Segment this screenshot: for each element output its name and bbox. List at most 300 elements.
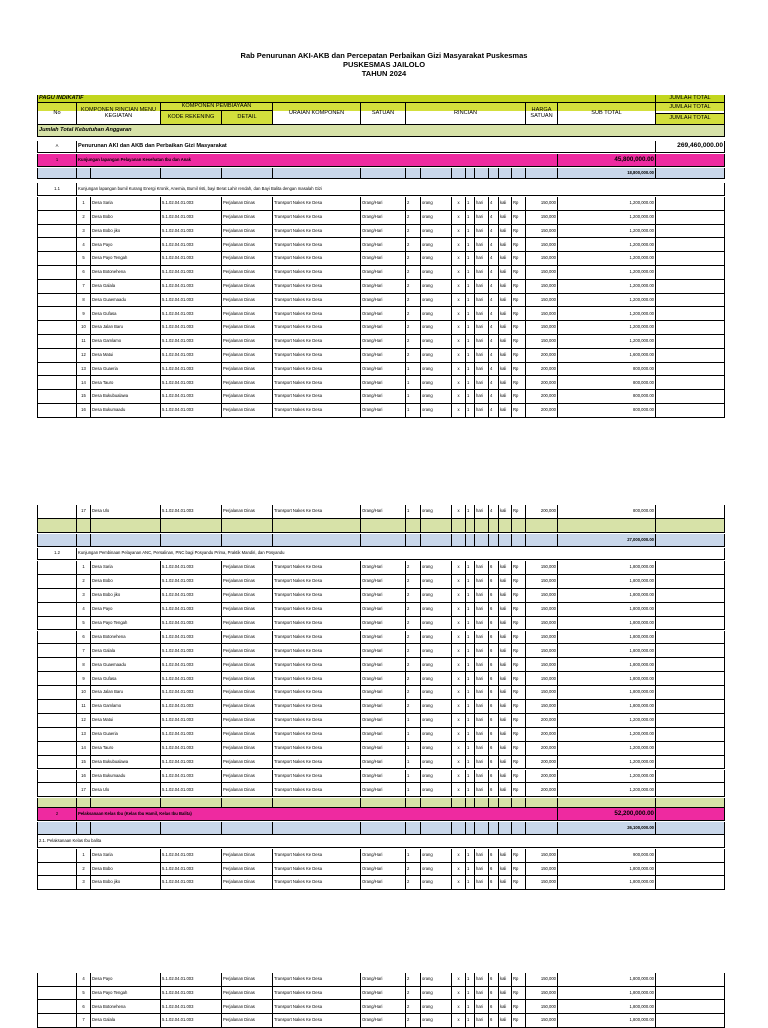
row-number: 11 xyxy=(77,335,91,349)
kali-label: kali xyxy=(499,644,512,658)
harga-satuan: 150,000 xyxy=(526,876,558,890)
hari-count: 1 xyxy=(466,617,475,631)
orang-count: 1 xyxy=(406,783,421,797)
row-number: 1 xyxy=(77,561,91,575)
sub-total: 1,800,000.00 xyxy=(558,973,656,987)
hari-label: hari xyxy=(475,714,489,728)
times-sign: x xyxy=(452,211,466,225)
hari-label: hari xyxy=(475,603,489,617)
kali-label: kali xyxy=(499,686,512,700)
harga-satuan: 150,000 xyxy=(526,617,558,631)
kode-rekening: 5.1.02.04.01.003 xyxy=(161,742,222,756)
desa-name: Desa Jalan Baru xyxy=(91,686,161,700)
hari-count: 1 xyxy=(466,644,475,658)
desa-name: Desa Guaemaadu xyxy=(91,294,161,308)
orang-count: 2 xyxy=(406,973,421,987)
hari-count: 1 xyxy=(466,973,475,987)
table-row xyxy=(37,238,725,252)
uraian-cell: Transport Nakes Ke Desa xyxy=(273,1000,361,1014)
orang-label: orang xyxy=(421,876,452,890)
blank-cell xyxy=(77,168,91,179)
jumlah-total xyxy=(656,154,725,167)
blank-cell xyxy=(421,168,452,179)
orang-label: orang xyxy=(421,575,452,589)
blank-cell xyxy=(489,534,499,547)
row-number: 5 xyxy=(77,617,91,631)
kali-label: kali xyxy=(499,225,512,239)
table-row xyxy=(37,211,725,225)
harga-satuan: 150,000 xyxy=(526,987,558,1001)
hari-label: hari xyxy=(475,349,489,363)
hari-count: 1 xyxy=(466,349,475,363)
times-sign: x xyxy=(452,987,466,1001)
hari-label: hari xyxy=(475,321,489,335)
blank-cell xyxy=(406,168,421,179)
satuan-cell: Orang/Hari xyxy=(361,700,406,714)
harga-satuan: 150,000 xyxy=(526,1000,558,1014)
kode-rekening: 5.1.02.04.01.003 xyxy=(161,603,222,617)
orang-label: orang xyxy=(421,252,452,266)
hari-label: hari xyxy=(475,742,489,756)
orang-count: 2 xyxy=(406,335,421,349)
hari-count: 1 xyxy=(466,686,475,700)
kali-label: kali xyxy=(499,575,512,589)
hari-label: hari xyxy=(475,575,489,589)
kali-label: kali xyxy=(499,238,512,252)
blank-cell xyxy=(421,798,452,808)
currency-label: Rp xyxy=(512,644,526,658)
blank-cell xyxy=(489,168,499,179)
kali-count: 6 xyxy=(489,658,499,672)
code-cell xyxy=(37,294,77,308)
detail-cell: Perjalanan Dinas xyxy=(222,686,273,700)
orang-label: orang xyxy=(421,280,452,294)
sub-total-header: SUB TOTAL xyxy=(558,103,656,125)
code-cell xyxy=(37,672,77,686)
satuan-cell: Orang/Hari xyxy=(361,987,406,1001)
satuan-cell: Orang/Hari xyxy=(361,644,406,658)
harga-satuan: 200,000 xyxy=(526,770,558,784)
harga-satuan: 150,000 xyxy=(526,280,558,294)
kali-label: kali xyxy=(499,252,512,266)
orang-count: 1 xyxy=(406,742,421,756)
jumlah-total xyxy=(656,252,725,266)
orang-label: orang xyxy=(421,631,452,645)
blank-cell xyxy=(526,534,558,547)
sub-total: 1,200,000.00 xyxy=(558,211,656,225)
harga-satuan: 200,000 xyxy=(526,783,558,797)
uraian-cell: Transport Nakes Ke Desa xyxy=(273,225,361,239)
times-sign: x xyxy=(452,714,466,728)
harga-satuan: 150,000 xyxy=(526,1014,558,1028)
orang-label: orang xyxy=(421,266,452,280)
satuan-cell: Orang/Hari xyxy=(361,294,406,308)
jumlah-total xyxy=(656,363,725,377)
row-number: 12 xyxy=(77,349,91,363)
table-row xyxy=(37,266,725,280)
table-row xyxy=(37,197,725,211)
row-number: 4 xyxy=(77,973,91,987)
kali-count: 6 xyxy=(489,631,499,645)
detail-cell: Perjalanan Dinas xyxy=(222,728,273,742)
kode-rekening: 5.1.02.04.01.003 xyxy=(161,728,222,742)
blank-cell xyxy=(452,534,466,547)
doc-year: TAHUN 2024 xyxy=(361,69,407,78)
hari-count: 1 xyxy=(466,728,475,742)
currency-label: Rp xyxy=(512,561,526,575)
desa-name: Desa Payo Tengah xyxy=(91,617,161,631)
section-a-label: Penurunan AKI dan AKB dan Perbaikan Gizi Masyarakat xyxy=(77,141,656,153)
hari-count: 1 xyxy=(466,238,475,252)
table-row xyxy=(37,658,725,672)
sub-total: 1,200,000.00 xyxy=(558,252,656,266)
kali-count: 6 xyxy=(489,589,499,603)
jumlah-total xyxy=(656,321,725,335)
section-2-total: 52,200,000.00 xyxy=(558,808,656,821)
blank-cell xyxy=(499,168,512,179)
sub-total: 1,800,000.00 xyxy=(558,589,656,603)
times-sign: x xyxy=(452,783,466,797)
row-number: 1 xyxy=(77,197,91,211)
blank-cell xyxy=(499,519,512,533)
blank-cell xyxy=(91,519,161,533)
kali-count: 6 xyxy=(489,575,499,589)
doc-title: Rab Penurunan AKI-AKB dan Percepatan Perbaikan Gizi Masyarakat Puskesmas xyxy=(240,51,528,60)
row-number: 1 xyxy=(77,849,91,863)
harga-satuan: 150,000 xyxy=(526,973,558,987)
code-cell xyxy=(37,603,77,617)
times-sign: x xyxy=(452,644,466,658)
subtotal-row-2-1 xyxy=(37,822,725,835)
jumlah-total xyxy=(656,863,725,877)
orang-count: 2 xyxy=(406,686,421,700)
hari-count: 1 xyxy=(466,266,475,280)
row-number: 4 xyxy=(77,238,91,252)
jumlah-total xyxy=(656,686,725,700)
sub-code: 1.1 xyxy=(37,183,77,196)
times-sign: x xyxy=(452,849,466,863)
orang-count: 2 xyxy=(406,307,421,321)
currency-label: Rp xyxy=(512,238,526,252)
table-row xyxy=(37,770,725,784)
uraian-cell: Transport Nakes Ke Desa xyxy=(273,349,361,363)
desa-name: Desa Bobo xyxy=(91,211,161,225)
currency-label: Rp xyxy=(512,575,526,589)
blank-cell xyxy=(656,534,725,547)
kali-count: 6 xyxy=(489,849,499,863)
orang-count: 2 xyxy=(406,238,421,252)
kali-count: 4 xyxy=(489,321,499,335)
orang-count: 2 xyxy=(406,658,421,672)
kali-label: kali xyxy=(499,266,512,280)
hari-label: hari xyxy=(475,728,489,742)
satuan-cell: Orang/Hari xyxy=(361,505,406,519)
uraian-cell: Transport Nakes Ke Desa xyxy=(273,335,361,349)
uraian-cell: Transport Nakes Ke Desa xyxy=(273,658,361,672)
row-number: 12 xyxy=(77,714,91,728)
satuan-cell: Orang/Hari xyxy=(361,561,406,575)
orang-label: orang xyxy=(421,863,452,877)
hari-label: hari xyxy=(475,280,489,294)
blank-cell xyxy=(499,534,512,547)
kode-rekening: 5.1.02.04.01.003 xyxy=(161,404,222,418)
satuan-cell: Orang/Hari xyxy=(361,973,406,987)
satuan-cell: Orang/Hari xyxy=(361,211,406,225)
sub-total: 1,200,000.00 xyxy=(558,783,656,797)
code-cell xyxy=(37,307,77,321)
kali-label: kali xyxy=(499,197,512,211)
table-row xyxy=(37,672,725,686)
times-sign: x xyxy=(452,672,466,686)
detail-cell: Perjalanan Dinas xyxy=(222,238,273,252)
detail-cell: Perjalanan Dinas xyxy=(222,973,273,987)
detail-cell: Perjalanan Dinas xyxy=(222,321,273,335)
detail-cell: Perjalanan Dinas xyxy=(222,561,273,575)
sub-total: 1,800,000.00 xyxy=(558,575,656,589)
orang-count: 2 xyxy=(406,1000,421,1014)
kali-label: kali xyxy=(499,672,512,686)
row-number: 9 xyxy=(77,672,91,686)
sub-total: 1,200,000.00 xyxy=(558,321,656,335)
orang-label: orang xyxy=(421,644,452,658)
hari-label: hari xyxy=(475,197,489,211)
times-sign: x xyxy=(452,756,466,770)
desa-name: Desa Botonehena xyxy=(91,631,161,645)
uraian-cell: Transport Nakes Ke Desa xyxy=(273,197,361,211)
harga-satuan: 150,000 xyxy=(526,644,558,658)
harga-satuan: 200,000 xyxy=(526,376,558,390)
uraian-cell: Transport Nakes Ke Desa xyxy=(273,211,361,225)
table-row xyxy=(37,363,725,377)
currency-label: Rp xyxy=(512,294,526,308)
sub-total: 800,000.00 xyxy=(558,505,656,519)
hari-label: hari xyxy=(475,631,489,645)
jumlah-total xyxy=(656,376,725,390)
detail-cell: Perjalanan Dinas xyxy=(222,770,273,784)
code-cell xyxy=(37,770,77,784)
harga-satuan: 150,000 xyxy=(526,238,558,252)
jumlah-total xyxy=(656,589,725,603)
uraian-cell: Transport Nakes Ke Desa xyxy=(273,728,361,742)
satuan-cell: Orang/Hari xyxy=(361,252,406,266)
kali-label: kali xyxy=(499,505,512,519)
code-cell xyxy=(37,987,77,1001)
table-row xyxy=(37,589,725,603)
kali-label: kali xyxy=(499,561,512,575)
times-sign: x xyxy=(452,266,466,280)
hari-label: hari xyxy=(475,1014,489,1028)
jumlah-total xyxy=(656,225,725,239)
row-number: 14 xyxy=(77,376,91,390)
subtotal-value: 18,800,000.00 xyxy=(558,168,656,179)
desa-name: Desa Payo xyxy=(91,603,161,617)
jumlah-total xyxy=(656,756,725,770)
blank-cell xyxy=(452,168,466,179)
orang-count: 2 xyxy=(406,876,421,890)
uraian-cell: Transport Nakes Ke Desa xyxy=(273,363,361,377)
desa-name: Desa Bukumaadu xyxy=(91,404,161,418)
jumlah-total xyxy=(656,238,725,252)
orang-count: 2 xyxy=(406,644,421,658)
blank-cell xyxy=(466,822,475,835)
jumlah-total xyxy=(656,728,725,742)
orang-count: 2 xyxy=(406,225,421,239)
row-number: 13 xyxy=(77,728,91,742)
blank-cell xyxy=(466,168,475,179)
orang-count: 2 xyxy=(406,252,421,266)
kali-label: kali xyxy=(499,1000,512,1014)
times-sign: x xyxy=(452,973,466,987)
blank-cell xyxy=(37,519,77,533)
sub-total: 800,000.00 xyxy=(558,363,656,377)
kode-rekening: 5.1.02.04.01.003 xyxy=(161,714,222,728)
currency-label: Rp xyxy=(512,321,526,335)
sub-total: 1,200,000.00 xyxy=(558,266,656,280)
satuan-cell: Orang/Hari xyxy=(361,770,406,784)
section-2-code: 2 xyxy=(37,808,77,821)
jumlah-total xyxy=(656,714,725,728)
satuan-cell: Orang/Hari xyxy=(361,238,406,252)
satuan-cell: Orang/Hari xyxy=(361,280,406,294)
blank-cell xyxy=(361,534,406,547)
blank-cell xyxy=(77,822,91,835)
desa-name: Desa Guaeria xyxy=(91,363,161,377)
hari-count: 1 xyxy=(466,603,475,617)
sub-total: 900,000.00 xyxy=(558,849,656,863)
table-row xyxy=(37,644,725,658)
table-row xyxy=(37,987,725,1001)
detail-cell: Perjalanan Dinas xyxy=(222,404,273,418)
jumlah-total xyxy=(656,266,725,280)
satuan-cell: Orang/Hari xyxy=(361,603,406,617)
desa-name: Desa Bobo jiko xyxy=(91,876,161,890)
orang-count: 2 xyxy=(406,589,421,603)
subtotal-row-1-1 xyxy=(37,168,725,179)
currency-label: Rp xyxy=(512,876,526,890)
hari-count: 1 xyxy=(466,1000,475,1014)
sub-label: Kunjungan lapangan bumil Kurang Energi Kronik, Anemia, Bumil risti, bayi Berat Lahir rendah, dan Bayi Balita dengan masalah Gizi xyxy=(77,183,725,196)
uraian-cell: Transport Nakes Ke Desa xyxy=(273,863,361,877)
orang-label: orang xyxy=(421,987,452,1001)
kode-rekening: 5.1.02.04.01.003 xyxy=(161,349,222,363)
times-sign: x xyxy=(452,197,466,211)
sub-total: 1,200,000.00 xyxy=(558,307,656,321)
code-cell xyxy=(37,686,77,700)
kali-label: kali xyxy=(499,363,512,377)
orang-label: orang xyxy=(421,363,452,377)
times-sign: x xyxy=(452,561,466,575)
jumlah-total xyxy=(656,603,725,617)
detail-cell: Perjalanan Dinas xyxy=(222,987,273,1001)
detail-cell: Perjalanan Dinas xyxy=(222,658,273,672)
hari-count: 1 xyxy=(466,876,475,890)
desa-name: Desa Guaemaadu xyxy=(91,658,161,672)
hari-count: 1 xyxy=(466,1014,475,1028)
table-row xyxy=(37,252,725,266)
desa-name: Desa Galala xyxy=(91,1014,161,1028)
kali-label: kali xyxy=(499,658,512,672)
hari-label: hari xyxy=(475,770,489,784)
hari-count: 1 xyxy=(466,742,475,756)
detail-cell: Perjalanan Dinas xyxy=(222,349,273,363)
hari-label: hari xyxy=(475,266,489,280)
orang-label: orang xyxy=(421,742,452,756)
blank-cell xyxy=(273,168,361,179)
jumlah-total xyxy=(656,849,725,863)
hari-label: hari xyxy=(475,686,489,700)
orang-count: 1 xyxy=(406,505,421,519)
pagu-row xyxy=(37,95,725,103)
harga-satuan: 150,000 xyxy=(526,197,558,211)
table-row xyxy=(37,876,725,890)
section-a-total: 269,460,000.00 xyxy=(656,141,725,153)
sub-total: 1,200,000.00 xyxy=(558,714,656,728)
blank-cell xyxy=(161,822,222,835)
times-sign: x xyxy=(452,589,466,603)
kode-rekening: 5.1.02.04.01.003 xyxy=(161,589,222,603)
currency-label: Rp xyxy=(512,783,526,797)
kode-rekening: 5.1.02.04.01.003 xyxy=(161,631,222,645)
harga-satuan: 150,000 xyxy=(526,294,558,308)
blank-cell xyxy=(558,798,656,808)
uraian-cell: Transport Nakes Ke Desa xyxy=(273,876,361,890)
desa-name: Desa Bukubualawa xyxy=(91,756,161,770)
currency-label: Rp xyxy=(512,1000,526,1014)
kali-label: kali xyxy=(499,973,512,987)
row-number: 3 xyxy=(77,589,91,603)
code-cell xyxy=(37,211,77,225)
harga-satuan: 200,000 xyxy=(526,756,558,770)
detail-cell: Perjalanan Dinas xyxy=(222,631,273,645)
kode-rekening: 5.1.02.04.01.003 xyxy=(161,561,222,575)
table-row xyxy=(37,505,725,519)
blank-cell xyxy=(406,534,421,547)
times-sign: x xyxy=(452,349,466,363)
orang-count: 2 xyxy=(406,1014,421,1028)
table-row xyxy=(37,225,725,239)
code-cell xyxy=(37,700,77,714)
blank-cell xyxy=(406,822,421,835)
jumlah-total xyxy=(656,783,725,797)
harga-satuan: 150,000 xyxy=(526,225,558,239)
hari-count: 1 xyxy=(466,849,475,863)
detail-cell: Perjalanan Dinas xyxy=(222,700,273,714)
kali-count: 6 xyxy=(489,987,499,1001)
desa-name: Desa Payo Tengah xyxy=(91,987,161,1001)
hari-count: 1 xyxy=(466,863,475,877)
kode-rekening: 5.1.02.04.01.003 xyxy=(161,335,222,349)
jumlah-total xyxy=(656,770,725,784)
detail-cell: Perjalanan Dinas xyxy=(222,363,273,377)
blank-cell xyxy=(273,798,361,808)
jumlah-total xyxy=(656,658,725,672)
orang-count: 1 xyxy=(406,376,421,390)
harga-satuan: 150,000 xyxy=(526,700,558,714)
uraian-cell: Transport Nakes Ke Desa xyxy=(273,617,361,631)
currency-label: Rp xyxy=(512,603,526,617)
hari-count: 1 xyxy=(466,987,475,1001)
orang-count: 1 xyxy=(406,756,421,770)
blank-cell xyxy=(558,519,656,533)
harga-satuan: 150,000 xyxy=(526,849,558,863)
orang-count: 1 xyxy=(406,390,421,404)
desa-name: Desa Tauro xyxy=(91,742,161,756)
times-sign: x xyxy=(452,390,466,404)
hari-label: hari xyxy=(475,973,489,987)
orang-count: 1 xyxy=(406,728,421,742)
subtotal-row-1-2 xyxy=(37,534,725,547)
times-sign: x xyxy=(452,321,466,335)
